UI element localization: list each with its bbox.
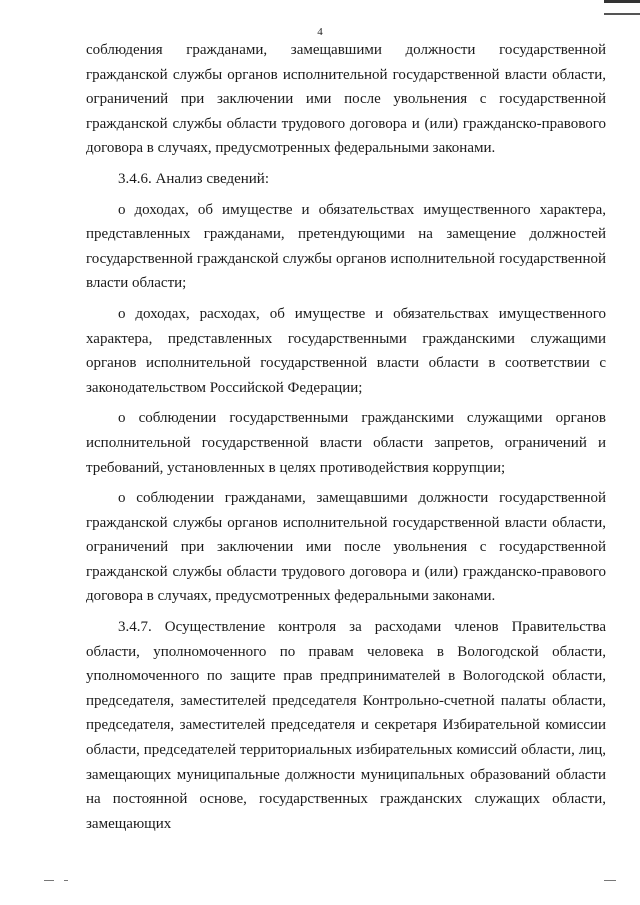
scan-artifact-mark [604, 880, 616, 881]
scan-corner-mark [604, 0, 640, 15]
document-body [86, 38, 606, 842]
paragraph-compliance-servants: о соблюдении государственными гражданскими служащими органов исполнительной государственной власти области запретов, ограничений и требований, установленных в целях противодействия коррупции; [86, 410, 606, 476]
paragraph-3-4-7: 3.4.7. Осуществление контроля за расходами членов Правительства области, уполномоченного по правам человека в Вологодской области, уполномоченного по защите прав предпринимателей в Вологодской области, председателя, заместителей председателя Контрольно-счетной палаты области, председателя, заместителей председателя и секретаря Избирательной комиссии области, председателей территориальных избирательных комиссий области, лиц, замещающих муниципальные должности муниципальных образований области на постоянной основе, государственных гражданских служащих области, замещающих [86, 619, 606, 832]
paragraph-compliance-former: о соблюдении гражданами, замещавшими должности государственной гражданской службы органов исполнительной государственной власти области, ограничений при заключении ими после увольнения с государственной гражданской службы области трудового договора и (или) гражданско-правового договора в случаях, предусмотренных федеральными законами. [86, 490, 606, 605]
scan-artifact-mark [64, 880, 68, 881]
page-number: 4 [317, 26, 323, 38]
paragraph-income-servants: о доходах, расходах, об имуществе и обязательствах имущественного характера, представленных государственными гражданскими служащими органов исполнительной государственной власти области в соответствии с законодательством Российской Федерации; [86, 305, 606, 396]
paragraph-continuation: соблюдения гражданами, замещавшими должности государственной гражданской службы органов исполнительной государственной власти области, ограничений при заключении ими после увольнения с государственной гражданской службы области трудового договора и (или) гражданско-правового договора в случаях, предусмотренных федеральными законами. [86, 42, 606, 157]
paragraph-income-citizens: о доходах, об имуществе и обязательствах имущественного характера, представленных гражданами, претендующими на замещение должностей государственной гражданской службы органов исполнительной государственной власти области; [86, 201, 606, 292]
scan-artifact-mark [44, 880, 54, 881]
paragraph-3-4-6-heading: 3.4.6. Анализ сведений: [118, 170, 269, 187]
